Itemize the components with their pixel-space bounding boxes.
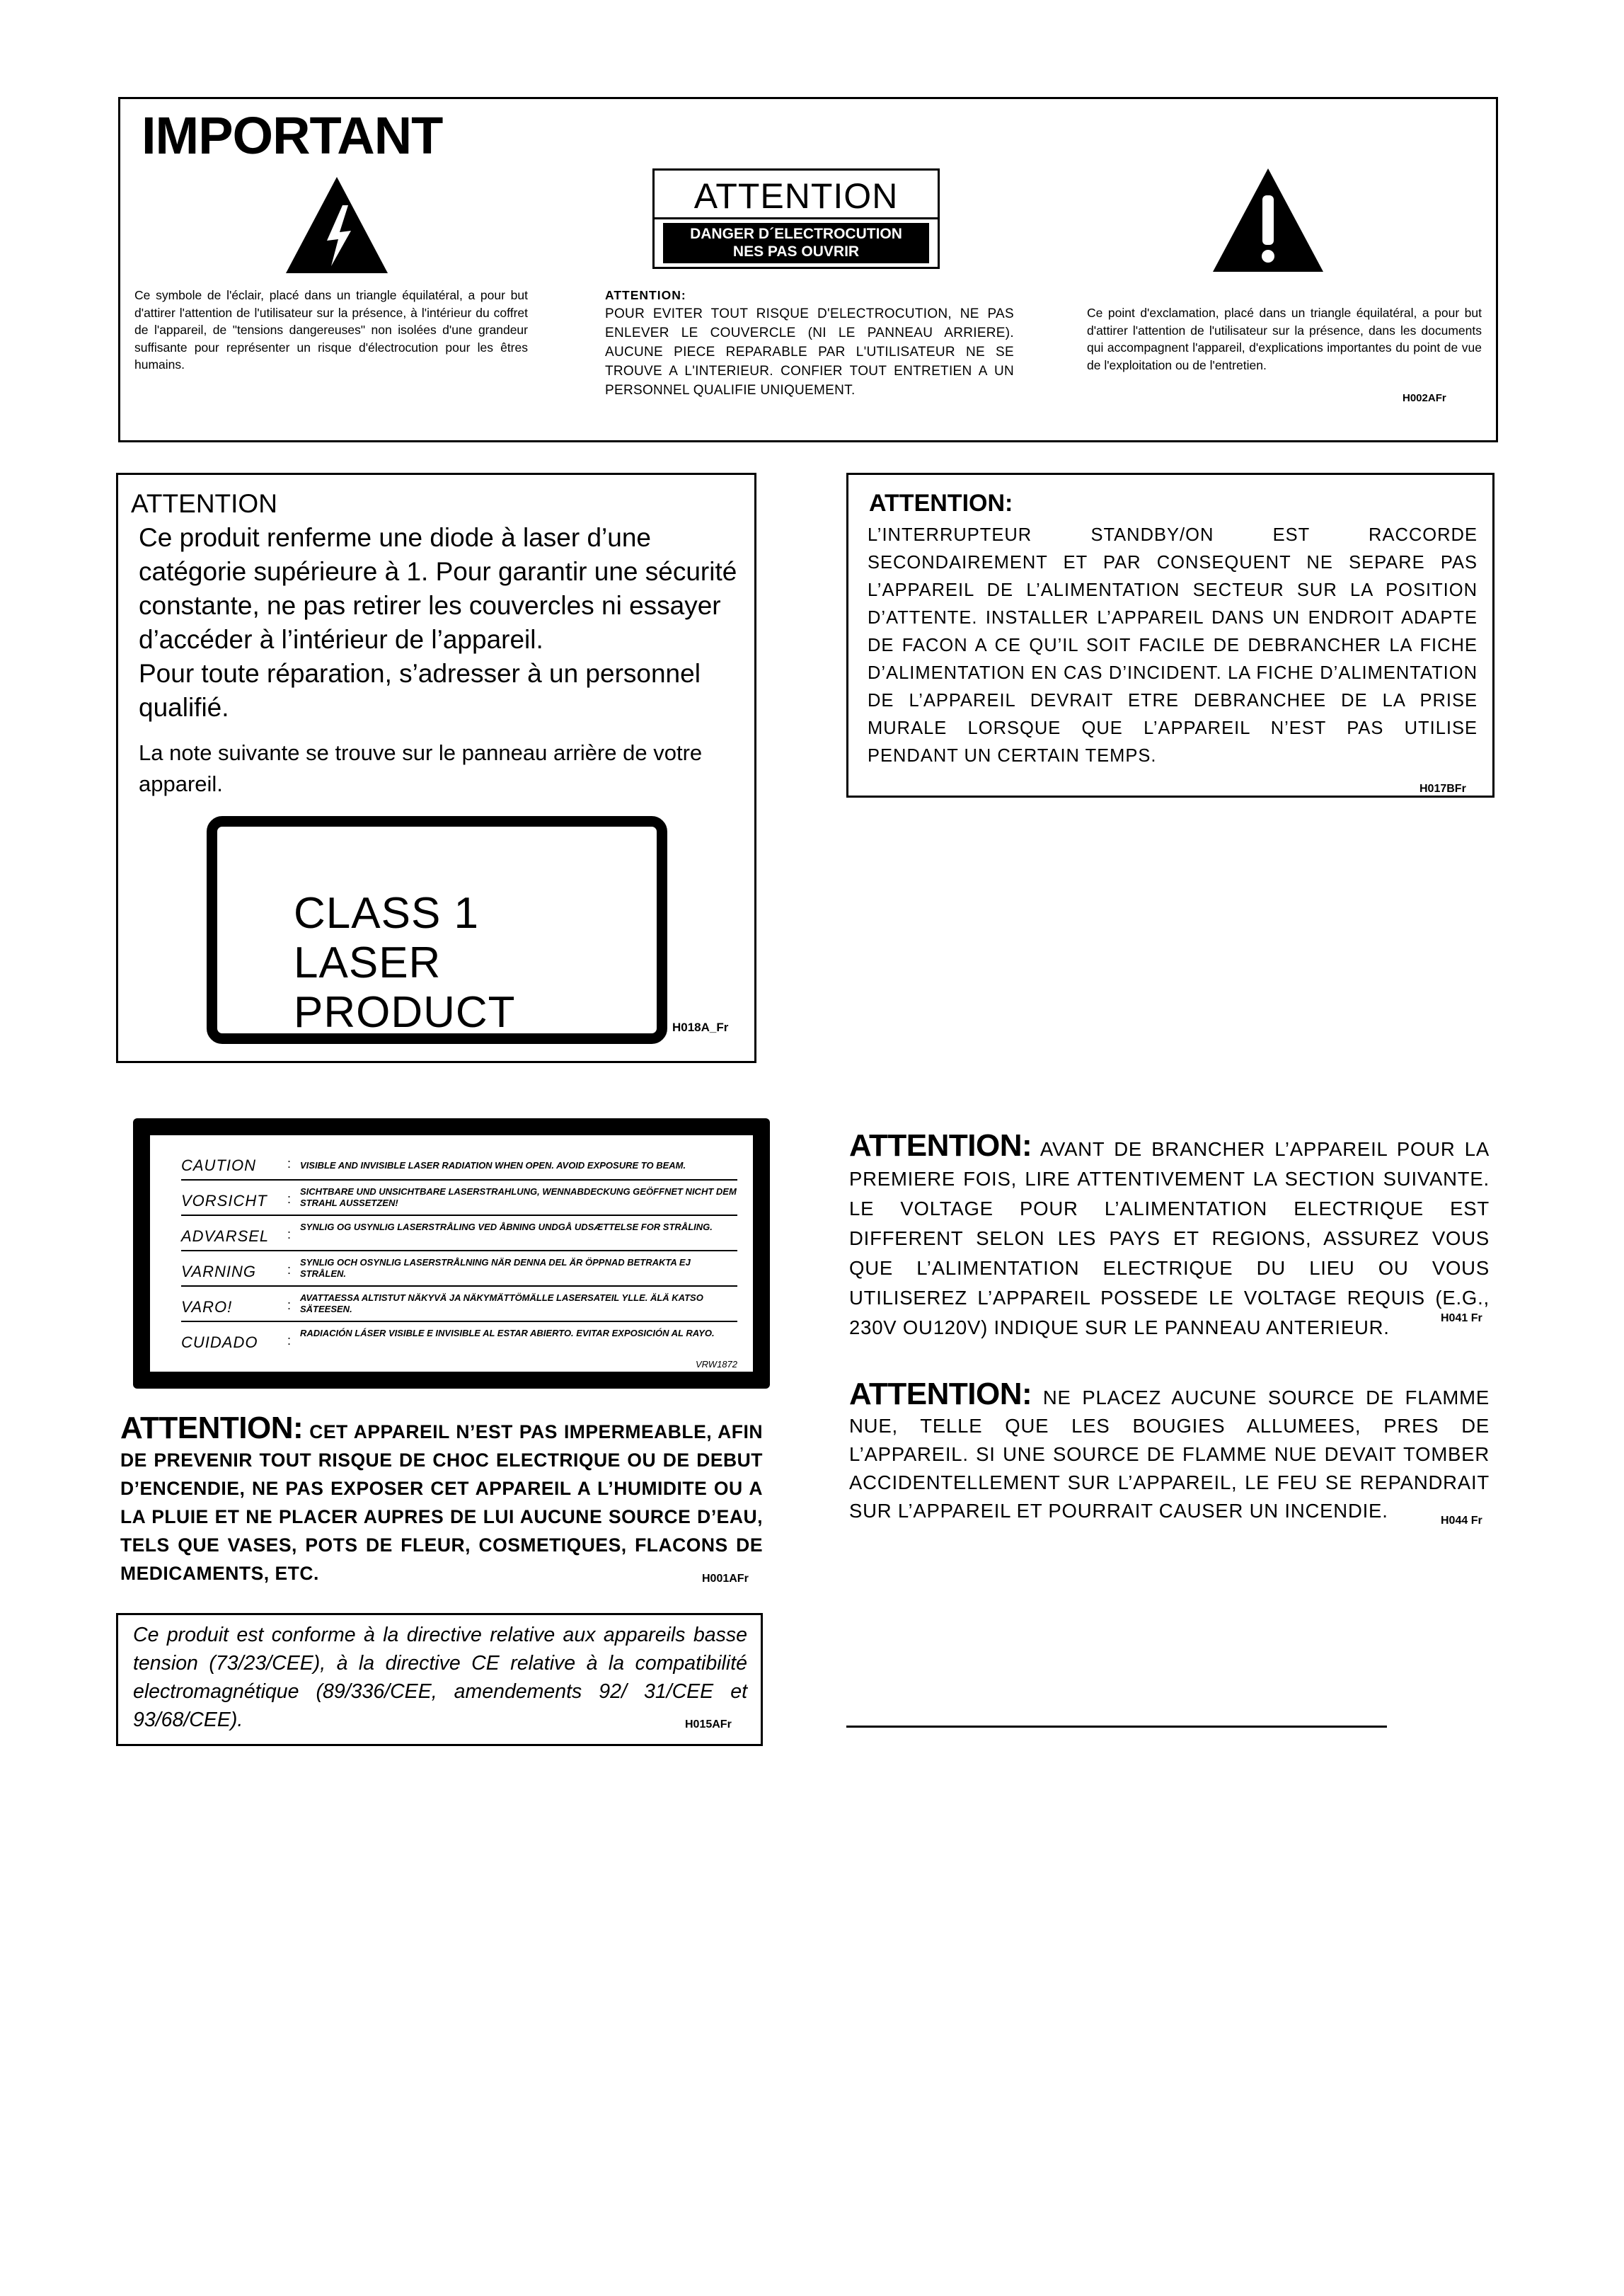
important-title: IMPORTANT xyxy=(142,106,443,165)
directive-code: H015AFr xyxy=(685,1718,732,1730)
caution-row-text: RADIACIÓN LÁSER VISIBLE E INVISIBLE AL ESTAR ABIERTO. EVITAR EXPOSICIÓN AL RAYO. xyxy=(300,1328,715,1338)
center-attention-heading: ATTENTION: xyxy=(605,288,686,302)
laser-note: La note suivante se trouve sur le panneau arrière de votre appareil. xyxy=(139,740,703,796)
caution-label-code: VRW1872 xyxy=(695,1359,737,1370)
lightning-explanation: Ce symbole de l'éclair, placé dans un triangle équilatéral, a pour but d'attirer l'attention de l'utilisateur sur la présence, à l'intérieur du coffret de l'appareil, de "tensions dangereuses" non isolées d'une grandeur suffisante pour représenter un risque d'électrocution pour les êtres humains. xyxy=(134,288,528,372)
class-line-2: LASER PRODUCT xyxy=(294,939,516,1037)
caution-row-name: VARNING xyxy=(181,1263,257,1280)
attention-plate-word: ATTENTION xyxy=(655,175,938,219)
flame-attention-heading: ATTENTION: xyxy=(849,1377,1032,1411)
standby-text: L’INTERRUPTEUR STANDBY/ON EST RACCORDE SECONDAIREMENT ET PAR CONSEQUENT NE SEPARE PAS L’APPAREIL DE L’ALIMENTATION SECTEUR SUR LA POSITION D’ATTENTE. INSTALLER L’APPAREIL DANS UN ENDROIT ADAPTE DE FACON A CE QU’IL SOIT FACILE DE DEBRANCHER LA FICHE D’ALIMENTATION EN CAS D’INCIDENT. LA FICHE D’ALIMENTATION DE L’APPAREIL DEVRAIT ETRE DEBRANCHEE DE LA PRISE MURALE LORSQUE QUE L’APPAREIL N’EST PAS UTILISE PENDANT UN CERTAIN TEMPS. xyxy=(868,525,1478,766)
center-attention-text: POUR EVITER TOUT RISQUE D'ELECTROCUTION, NE PAS ENLEVER LE COUVERCLE (NI LE PANNEAU ARRIERE). AUCUNE PIECE REPARABLE PAR L'UTILISATEUR NE SE TROUVE A L'INTERIEUR. CONFIER TOUT ENTRETIEN A UN PERSONNEL QUALIFIE UNIQUEMENT. xyxy=(605,306,1014,398)
danger-line-2: NES PAS OUVRIR xyxy=(732,243,860,260)
class-line-1: CLASS 1 xyxy=(294,889,480,938)
class-1-laser-label xyxy=(207,816,667,1044)
power-code: H041 Fr xyxy=(1441,1312,1482,1324)
exclamation-warning-icon xyxy=(1211,167,1325,273)
caution-row-name: CAUTION xyxy=(181,1156,256,1174)
caution-row-name: VORSICHT xyxy=(181,1192,267,1210)
caution-row-text: SICHTBARE UND UNSICHTBARE LASERSTRAHLUNG, WENNABDECKUNG GEÖFFNET NICHT DEM STRAHL AUSSETZEN! xyxy=(300,1186,737,1208)
water-warning xyxy=(120,1411,763,1588)
caution-row-name: CUIDADO xyxy=(181,1333,258,1351)
flame-code: H044 Fr xyxy=(1441,1515,1482,1527)
laser-code: H018A_Fr xyxy=(672,1021,729,1034)
caution-row-text: SYNLIG OG USYNLIG LASERSTRÅLING VED ÅBNING UNDGÅ UDSÆTTELSE FOR STRÅLING. xyxy=(300,1222,713,1232)
caution-row-text: VISIBLE AND INVISIBLE LASER RADIATION WHEN OPEN. AVOID EXPOSURE TO BEAM. xyxy=(300,1160,686,1171)
caution-row-text: AVATTAESSA ALTISTUT NÄKYVÄ JA NÄKYMÄTTÖMÄLLE LASERSATEIL YLLE. ÄLÄ KATSO SÄTEESEN. xyxy=(300,1292,703,1314)
bottom-divider xyxy=(846,1726,1387,1728)
water-attention-heading: ATTENTION: xyxy=(120,1411,304,1445)
water-text: CET APPAREIL N’EST PAS IMPERMEABLE, AFIN DE PREVENIR TOUT RISQUE DE CHOC ELECTRIQUE OU DE DEBUT D’ENCENDIE, NE PAS EXPOSER CET APPAREIL A L’HUMIDITE OU A LA PLUIE ET NE PLACER AUPRES DE LUI AUCUNE SOURCE D’EAU, TELS QUE VASES, POTS DE FLEUR, COSMETIQUES, FLACONS DE MEDICAMENTS, ETC. xyxy=(120,1421,763,1584)
lightning-warning-icon xyxy=(284,176,389,275)
important-code: H002AFr xyxy=(1403,392,1446,404)
directive-text: Ce produit est conforme à la directive relative aux appareils basse tension (73/23/CEE), à la directive CE relative à la compatibilité electromagnétique (89/336/CEE, amendements 92/ 31/CEE et 93/68/CEE). xyxy=(133,1624,747,1731)
power-warning xyxy=(849,1128,1490,1343)
laser-text-1: Ce produit renferme une diode à laser d’une catégorie supérieure à 1. Pour garantir une sécurité constante, ne pas retirer les couvercles ni essayer d’accéder à l’intérieur de l’appareil. xyxy=(139,523,737,654)
flame-text: NE PLACEZ AUCUNE SOURCE DE FLAMME NUE, TELLE QUE LES BOUGIES ALLUMEES, PRES DE L’APPAREIL. SI UNE SOURCE DE FLAMME NUE DEVAIT TOMBER ACCIDENTELLEMENT SUR L’APPAREIL, LE FEU SE REPANDRAIT SUR L’APPAREIL ET POURRAIT CAUSER UN INCENDIE. xyxy=(849,1387,1490,1522)
power-attention-heading: ATTENTION: xyxy=(849,1128,1032,1163)
standby-code: H017BFr xyxy=(1419,783,1466,795)
danger-band xyxy=(663,223,929,263)
caution-row-name: VARO! xyxy=(181,1298,233,1316)
standby-attention-heading: ATTENTION: xyxy=(869,490,1013,517)
laser-caution-label: CAUTION : VISIBLE AND INVISIBLE LASER RADIATION WHEN OPEN. AVOID EXPOSURE TO BEAM. VORSICHT : SICHTBARE UND UNSICHTBARE LASERSTRAHLUNG, WENNABDECKUNG GEÖFFNET NICHT DEM STRAHL AUSSETZEN! ADVARSEL : SYNLIG OG USYNLIG LASERSTRÅLING VED ÅBNING UNDGÅ UDSÆTTELSE FOR STRÅLING. VARNING : SYNLIG OCH OSYNLIG LASERSTRÅLNING NÄR DENNA DEL ÄR ÖPPNAD BETRAKTA EJ STRÅLEN. VARO! : AVATTAESSA ALTISTUT NÄKYVÄ JA NÄKYMÄTTÖMÄLLE LASERSATEIL YLLE. ÄLÄ KATSO SÄTEESEN. CUIDADO : RADIACIÓN LÁSER VISIBLE E INVISIBLE AL ESTAR ABIERTO. EVITAR EXPOSICIÓN AL RAYO. VRW1872 xyxy=(133,1118,770,1389)
flame-warning xyxy=(849,1377,1490,1525)
water-code: H001AFr xyxy=(702,1573,749,1585)
danger-line-1: DANGER D´ELECTROCUTION xyxy=(690,226,902,242)
caution-row-text: SYNLIG OCH OSYNLIG LASERSTRÅLNING NÄR DENNA DEL ÄR ÖPPNAD BETRAKTA EJ STRÅLEN. xyxy=(300,1257,691,1279)
power-text: AVANT DE BRANCHER L’APPAREIL POUR LA PREMIERE FOIS, LIRE ATTENTIVEMENT LA SECTION SUIVANTE. LE VOLTAGE POUR L’ALIMENTATION ELECTRIQUE EST DIFFERENT SELON LES PAYS ET REGIONS, ASSUREZ VOUS QUE L’ALIMENTATION ELECTRIQUE DU LIEU OU VOUS UTILISEREZ L’APPAREIL POSSEDE LE VOLTAGE REQUIS (E.G., 230V OU120V) INDIQUE SUR LE PANNEAU ANTERIEUR. xyxy=(849,1138,1490,1338)
caution-row-name: ADVARSEL xyxy=(181,1227,270,1245)
laser-attention-heading: ATTENTION xyxy=(131,489,277,518)
exclamation-explanation: Ce point d'exclamation, placé dans un triangle équilatéral, a pour but d'attirer l'attention de l'utilisateur sur la présence, dans les documents qui accompagnent l'appareil, d'explications importantes du point de vue de l'exploitation ou de l'entretien. xyxy=(1087,306,1482,372)
attention-plate xyxy=(652,168,940,269)
laser-text-2: Pour toute réparation, s’adresser à un personnel qualifié. xyxy=(139,659,701,722)
